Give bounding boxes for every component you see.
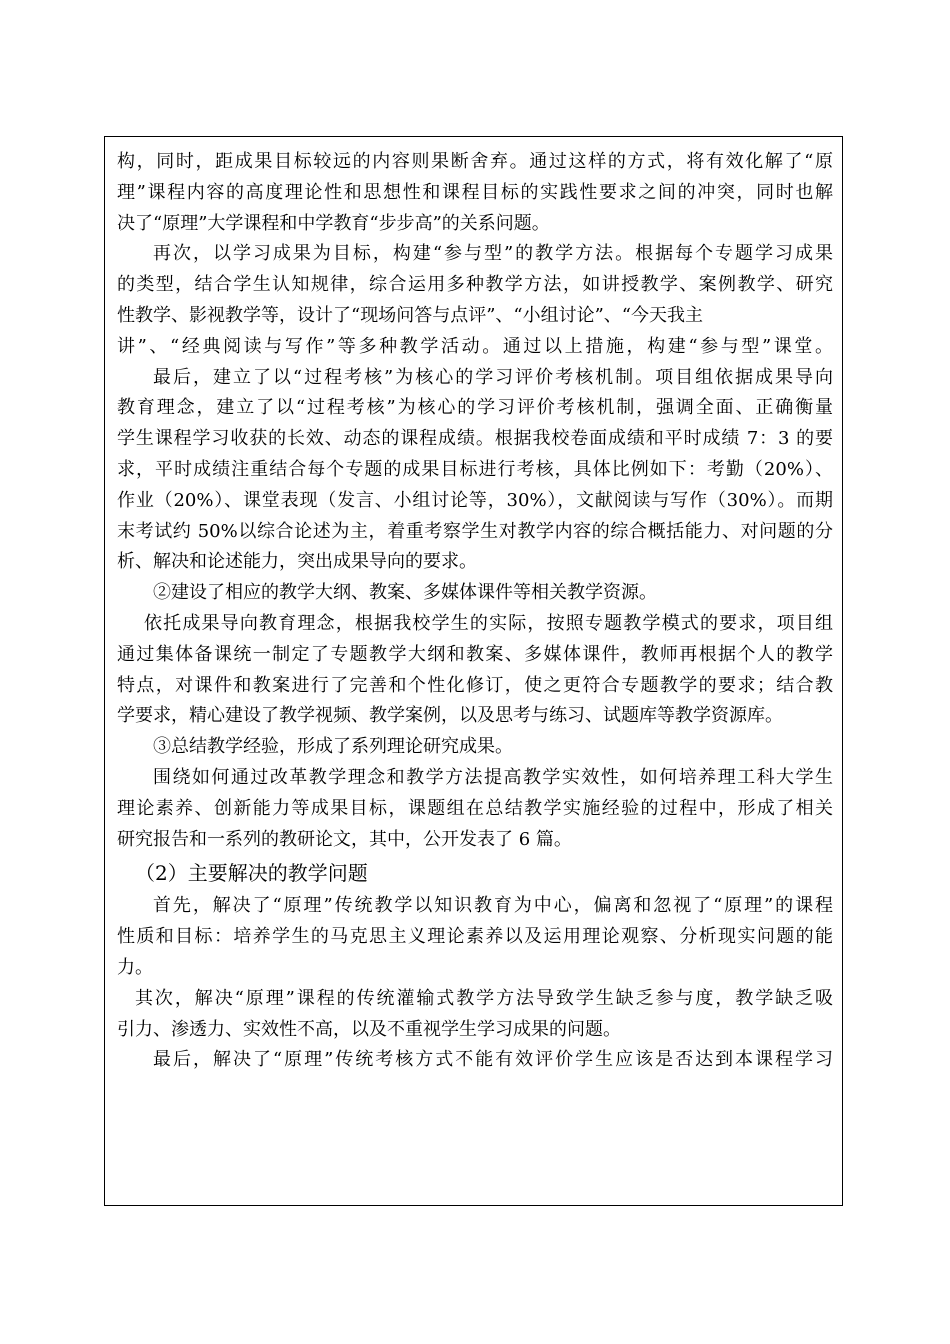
text-line: 的类型，结合学生认知规律，综合运用多种教学方法，如讲授教学、案例教学、研究 <box>117 274 833 296</box>
text-line: 性教学、影视教学等，设计了“现场问答与点评”、“小组讨论”、“今天我主 <box>117 304 704 326</box>
paragraph-resources <box>117 609 833 732</box>
paragraph-research <box>117 763 833 855</box>
text-line: 围绕如何通过改革教学理念和教学方法提高教学实效性，如何培养理工科大学生 <box>153 766 833 788</box>
text-line: 教育理念，建立了以“过程考核”为核心的学习评价考核机制，强调全面、正确衡量 <box>117 397 833 419</box>
document-body <box>117 147 833 1076</box>
text-line: 决了“原理”大学课程和中学教育“步步高”的关系问题。 <box>117 212 550 234</box>
paragraph-problem-2 <box>117 984 833 1046</box>
paragraph-item-3 <box>117 732 833 763</box>
text-line: 析、解决和论述能力，突出成果导向的要求。 <box>117 551 477 573</box>
text-line: 学生课程学习收获的长效、动态的课程成绩。根据我校卷面成绩和平时成绩 7：3 的要 <box>117 428 833 450</box>
text-line: 力。 <box>117 956 153 978</box>
paragraph-item-2 <box>117 578 833 609</box>
text-line: ③总结教学经验，形成了系列理论研究成果。 <box>153 736 513 758</box>
text-line: 引力、渗透力、实效性不高，以及不重视学生学习成果的问题。 <box>117 1018 621 1040</box>
text-line: 求，平时成绩注重结合每个专题的成果目标进行考核，具体比例如下：考勤（20%）、 <box>117 458 833 480</box>
text-line: 最后，建立了以“过程考核”为核心的学习评价考核机制。项目组依据成果导向 <box>153 366 833 388</box>
text-line: 理论素养、创新能力等成果目标，课题组在总结教学实施经验的过程中，形成了相关 <box>117 797 833 819</box>
text-line: 讲”、“经典阅读与写作”等多种教学活动。通过以上措施，构建“参与型”课堂。 <box>117 335 833 357</box>
paragraph-teaching-method <box>117 239 833 362</box>
text-line: 再次，以学习成果为目标，构建“参与型”的教学方法。根据每个专题学习成果 <box>153 243 833 265</box>
text-line: 构，同时，距成果目标较远的内容则果断舍弃。通过这样的方式，将有效化解了“原 <box>117 151 833 172</box>
text-line: 最后，解决了“原理”传统考核方式不能有效评价学生应该是否达到本课程学习 <box>153 1049 833 1071</box>
text-line: 特点，对课件和教案进行了完善和个性化修订，使之更符合专题教学的要求；结合教 <box>117 674 833 696</box>
text-line: 末考试约 50%以综合论述为主，着重考察学生对教学内容的综合概括能力、对问题的分 <box>117 520 833 542</box>
text-line: 学要求，精心建设了教学视频、教学案例，以及思考与练习、试题库等教学资源库。 <box>117 705 783 727</box>
paragraph-problem-3 <box>117 1045 833 1076</box>
text-line: 首先，解决了“原理”传统教学以知识教育为中心，偏离和忽视了“原理”的课程 <box>153 895 833 917</box>
text-line: ②建设了相应的教学大纲、教案、多媒体课件等相关教学资源。 <box>153 582 657 604</box>
text-line: 研究报告和一系列的教研论文，其中，公开发表了 6 篇。 <box>117 828 572 850</box>
text-line: 依托成果导向教育理念，根据我校学生的实际，按照专题教学模式的要求，项目组 <box>144 612 833 634</box>
text-table-cell <box>104 136 843 1206</box>
text-line: 其次，解决“原理”课程的传统灌输式教学方法导致学生缺乏参与度，教学缺乏吸 <box>135 987 833 1009</box>
text-line: 理”课程内容的高度理论性和思想性和课程目标的实践性要求之间的冲突，同时也解 <box>117 181 833 203</box>
text-line: 性质和目标：培养学生的马克思主义理论素养以及运用理论观察、分析现实问题的能 <box>117 926 833 948</box>
paragraph-assessment <box>117 363 833 579</box>
text-line: 通过集体备课统一制定了专题教学大纲和教案、多媒体课件，教师再根据个人的教学 <box>117 643 833 665</box>
paragraph-problem-1 <box>117 891 833 983</box>
paragraph-continuation <box>117 147 833 239</box>
text-line: 作业（20%）、课堂表现（发言、小组讨论等，30%），文献阅读与写作（30%）。而期 <box>117 489 833 511</box>
section-heading: （2）主要解决的教学问题 <box>135 861 368 886</box>
